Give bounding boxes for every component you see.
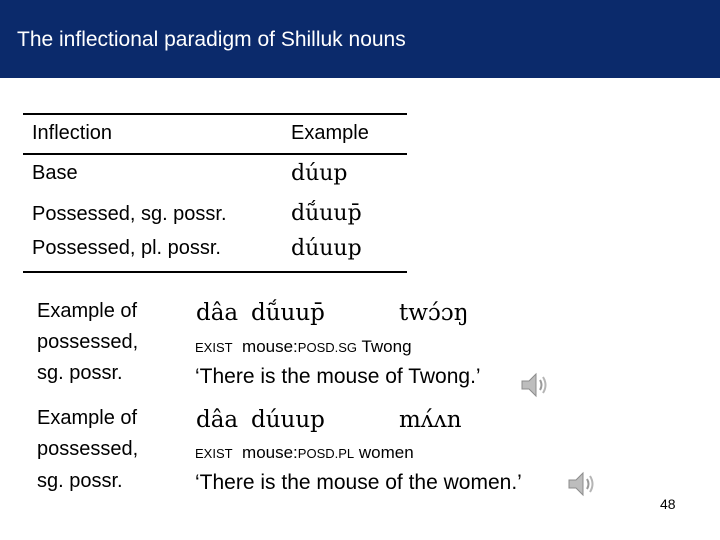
example-word: dṹuup̄ [251,300,325,326]
example-translation: ‘There is the mouse of Twong.’ [195,365,481,388]
gloss-word: women [358,443,414,462]
gloss-word: EXIST [195,340,233,355]
example-word: mʌ́ʌn [399,407,462,433]
table-row-example: dṹuup̄ [291,201,362,226]
page-number: 48 [660,496,676,512]
table-header-rule [23,153,407,155]
table-row-inflection: Possessed, pl. possr. [32,237,221,259]
speaker-icon[interactable] [566,468,598,500]
table-row-example: dúup [291,161,348,186]
example-label-line: sg. possr. [37,362,123,384]
slide-title: The inflectional paradigm of Shilluk nouns [17,28,406,51]
gloss-word: mouse: [242,337,298,356]
table-bottom-rule [23,271,407,273]
table-row-inflection: Possessed, sg. possr. [32,203,227,225]
example-translation: ‘There is the mouse of the women.’ [195,471,522,494]
example-word: dâa [196,407,239,433]
example-word: dâa [196,300,239,326]
table-row-inflection: Base [32,162,78,184]
example-gloss [195,443,414,463]
example-label-line: possessed, [37,438,139,460]
example-label-line: Example of [37,300,138,322]
example-word: twɔ́ɔŋ [399,300,469,326]
example-label-line: Example of [37,407,138,429]
example-label-line: sg. possr. [37,470,123,492]
gloss-word: POSD.PL [297,446,355,461]
gloss-word: POSD.SG [297,340,358,355]
table-row-example: dúuup [291,236,362,261]
gloss-word: mouse: [242,443,298,462]
example-gloss [195,337,412,357]
gloss-word: EXIST [195,446,233,461]
title-bar [0,0,720,78]
speaker-icon[interactable] [519,369,551,401]
example-label-line: possessed, [37,331,139,353]
column-header-inflection: Inflection [32,122,113,144]
column-header-example: Example [291,122,369,144]
table-top-rule [23,113,407,115]
example-word: dúuup [251,407,325,433]
gloss-word: Twong [361,337,412,356]
